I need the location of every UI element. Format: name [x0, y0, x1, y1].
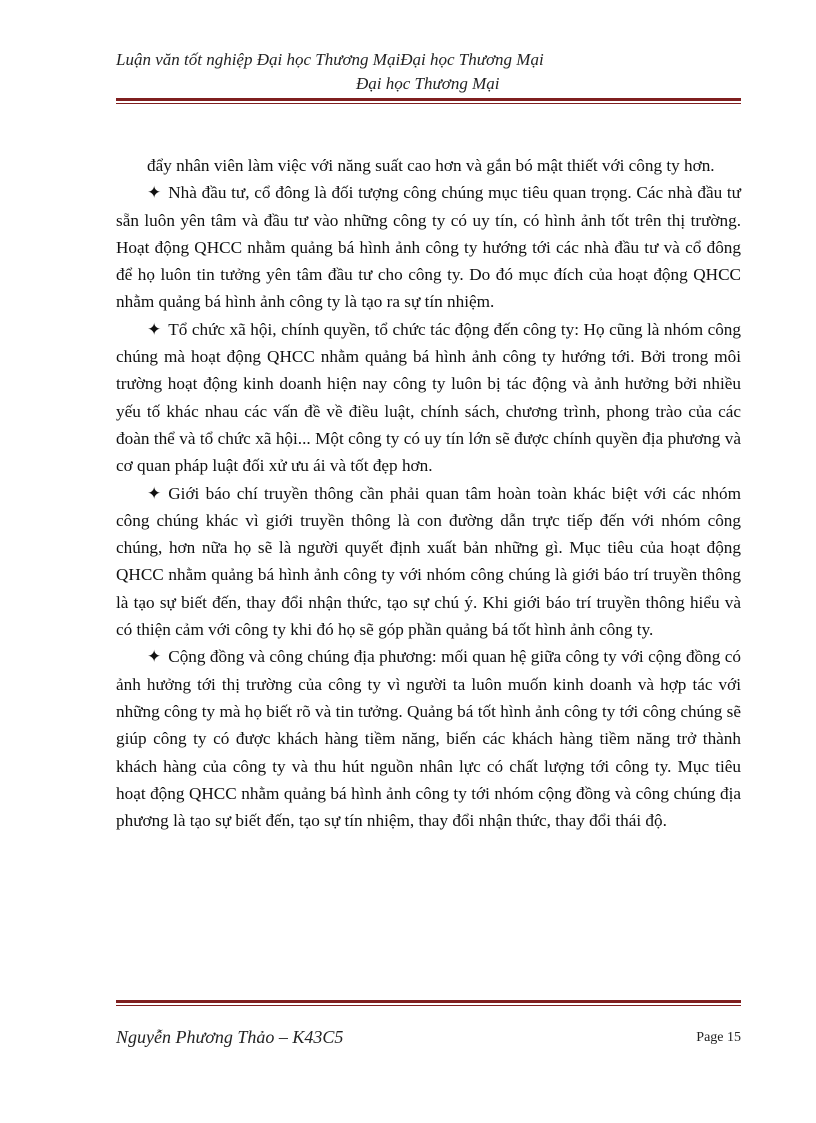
star-bullet-icon: ✦: [147, 483, 162, 503]
page-footer: [116, 1027, 741, 1051]
header-title-line-1: Luận văn tốt nghiệp Đại học Thương MạiĐại học Thương Mại: [116, 50, 544, 69]
paragraph-community: [116, 643, 741, 834]
paragraph-media: [116, 480, 741, 644]
page-number: Page 15: [696, 1030, 741, 1045]
page-header: [116, 48, 741, 96]
footer-author: Nguyễn Phương Thảo – K43C5: [116, 1027, 344, 1047]
paragraph-investors-text: Nhà đầu tư, cổ đông là đối tượng công chúng mục tiêu quan trọng. Các nhà đầu tư sẵn luôn yên tâm và đầu tư vào những công ty có uy tín, có hình ảnh tốt trên thị trường. Hoạt động QHCC nhằm quảng bá hình ảnh công ty hướng tới các nhà đầu tư và cổ đông để họ luôn tin tưởng yên tâm đầu tư cho công ty. Do đó mục đích của hoạt động QHCC nhằm quảng bá hình ảnh công ty là tạo ra sự tín nhiệm.: [116, 183, 741, 312]
paragraph-government-text: Tổ chức xã hội, chính quyền, tổ chức tác động đến công ty: Họ cũng là nhóm công chúng mà hoạt động QHCC nhằm quảng bá hình ảnh công ty hướng tới. Bởi trong môi trường hoạt động kinh doanh hiện nay công ty luôn bị tác động và ảnh hưởng bởi nhiều yếu tố khác nhau các vấn đề về điều luật, chính sách, chương trình, phong trào của các đoàn thể và tổ chức xã hội... Một công ty có uy tín lớn sẽ được chính quyền địa phương và cơ quan pháp luật đối xử ưu ái và tốt đẹp hơn.: [116, 319, 741, 476]
star-bullet-icon: ✦: [147, 183, 162, 203]
star-bullet-icon: ✦: [147, 647, 162, 667]
paragraph-investors: [116, 179, 741, 315]
paragraph-community-text: Cộng đồng và công chúng địa phương: mối quan hệ giữa công ty với cộng đồng có ảnh hưởng tới thị trường của công ty vì người ta luôn muốn kinh doanh và hợp tác với những công ty mà họ biết rõ và tin tưởng. Quảng bá tốt hình ảnh công ty tới công chúng sẽ giúp công ty có được khách hàng tiềm năng, biến các khách hàng tiềm năng trở thành khách hàng của công ty và thu hút nguồn nhân lực có chất lượng tới công ty. Mục tiêu hoạt động QHCC nhằm quảng bá hình ảnh công ty tới nhóm cộng đồng và công chúng địa phương là tạo sự biết đến, tạo sự tín nhiệm, thay đổi nhận thức, thay đổi thái độ.: [116, 647, 741, 831]
star-bullet-icon: ✦: [147, 319, 162, 339]
paragraph-media-text: Giới báo chí truyền thông cần phải quan tâm hoàn toàn khác biệt với các nhóm công chúng khác vì giới truyền thông là con đường dẫn trực tiếp đến với nhóm công chúng, hơn nữa họ sẽ là người quyết định xuất bản những gì. Mục tiêu của hoạt động QHCC nhằm quảng bá hình ảnh công ty với nhóm công chúng là giới báo trí truyền thông là tạo sự biết đến, thay đổi nhận thức, tạo sự chú ý. Khi giới báo trí truyền thông hiểu và có thiện cảm với công ty khi đó họ sẽ góp phần quảng bá tốt hình ảnh công ty.: [116, 483, 741, 640]
header-divider: [116, 98, 741, 104]
paragraph-government: [116, 316, 741, 480]
paragraph-continuation: đẩy nhân viên làm việc với năng suất cao hơn và gắn bó mật thiết với công ty hơn.: [147, 156, 715, 175]
document-body: [116, 152, 741, 834]
footer-divider: [116, 1000, 741, 1006]
header-title-line-2: Đại học Thương Mại: [356, 74, 500, 93]
